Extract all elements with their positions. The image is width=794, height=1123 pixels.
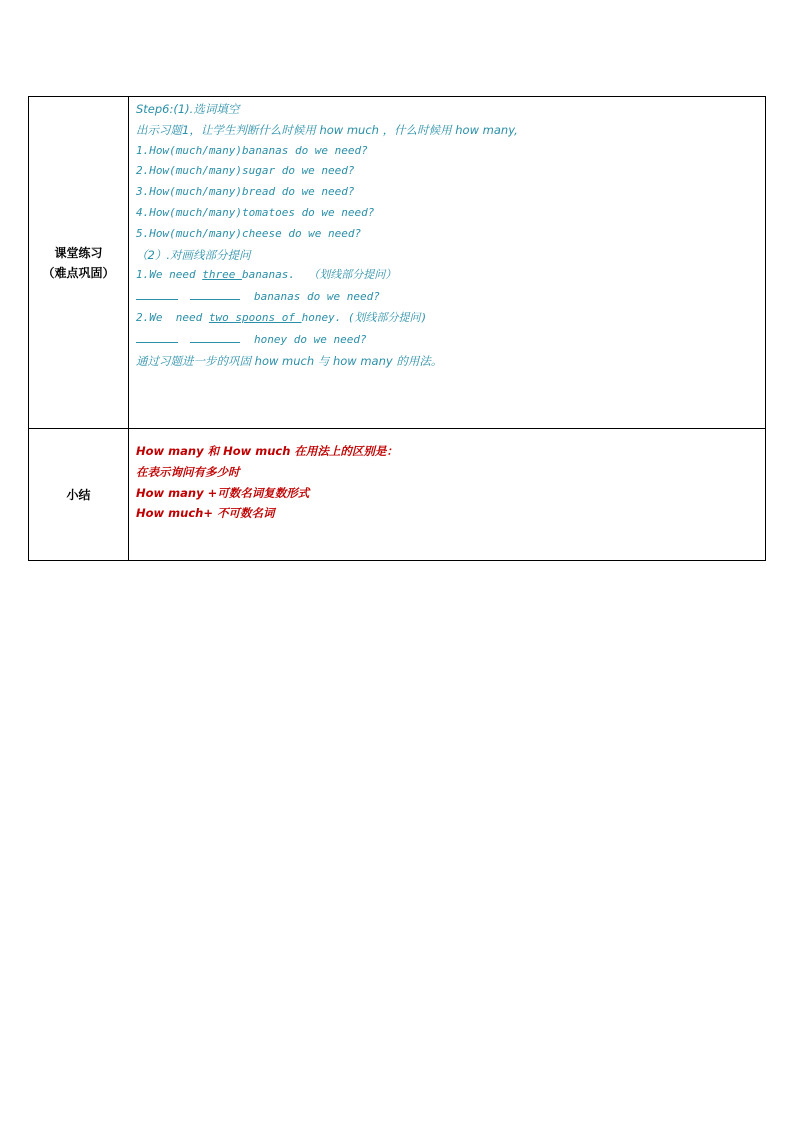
- question-4: 4.How(much/many)tomatoes do we need?: [136, 205, 375, 219]
- sentence-1-underlined: three: [202, 268, 242, 282]
- sentence-1-suffix: bananas. （划线部分提问）: [241, 268, 397, 282]
- sentence-2-prefix: 2.We need: [136, 310, 209, 324]
- lesson-plan-table: [28, 96, 766, 561]
- sentence-2-suffix: honey. (划线部分提问): [301, 310, 428, 324]
- practice-label-line2: （难点巩固）: [42, 265, 115, 280]
- sentence-2-underlined: two spoons of: [208, 310, 302, 324]
- practice-row: [29, 97, 766, 429]
- question-1: 1.How(much/many)bananas do we need?: [136, 143, 368, 157]
- summary-line-1: How many 和 How much 在用法上的区别是：: [136, 444, 398, 458]
- practice-label-cell: [29, 97, 129, 429]
- summary-content-cell: [129, 429, 766, 561]
- answer-1: [136, 286, 765, 308]
- summary-label: 小结: [66, 487, 91, 502]
- sentence-2: [136, 308, 765, 329]
- summary-row: [29, 429, 766, 561]
- summary-label-cell: [29, 429, 129, 561]
- answer-1-tail: bananas do we need?: [254, 290, 380, 304]
- question-2: 2.How(much/many)sugar do we need?: [136, 164, 355, 178]
- summary-line-3: How many +可数名词复数形式: [136, 485, 310, 500]
- answer-1-blank-1: [136, 286, 178, 300]
- sentence-1-prefix: 1.We need: [136, 268, 203, 282]
- step-title: Step6:(1).选词填空: [136, 102, 240, 116]
- summary-line-4: How much+ 不可数名词: [136, 506, 275, 521]
- answer-2-tail: honey do we need?: [254, 332, 367, 346]
- practice-content-cell: [129, 97, 766, 429]
- answer-2-blank-2: [190, 329, 240, 343]
- practice-label-line1: 课堂练习: [54, 245, 103, 260]
- question-3: 3.How(much/many)bread do we need?: [136, 185, 355, 199]
- summary-line-2: 在表示询问有多少时: [136, 464, 240, 479]
- answer-1-blank-2: [190, 286, 240, 300]
- answer-2-blank-1: [136, 329, 178, 343]
- exercise-intro: 出示习题1，让学生判断什么时候用 how much ，什么时候用 how many,: [136, 122, 518, 137]
- closing-note: 通过习题进一步的巩固 how much 与 how many 的用法。: [136, 353, 443, 368]
- sentence-1: [136, 265, 765, 286]
- part2-title: （2）.对画线部分提问: [136, 247, 251, 262]
- answer-2: [136, 329, 765, 351]
- question-5: 5.How(much/many)cheese do we need?: [136, 226, 362, 240]
